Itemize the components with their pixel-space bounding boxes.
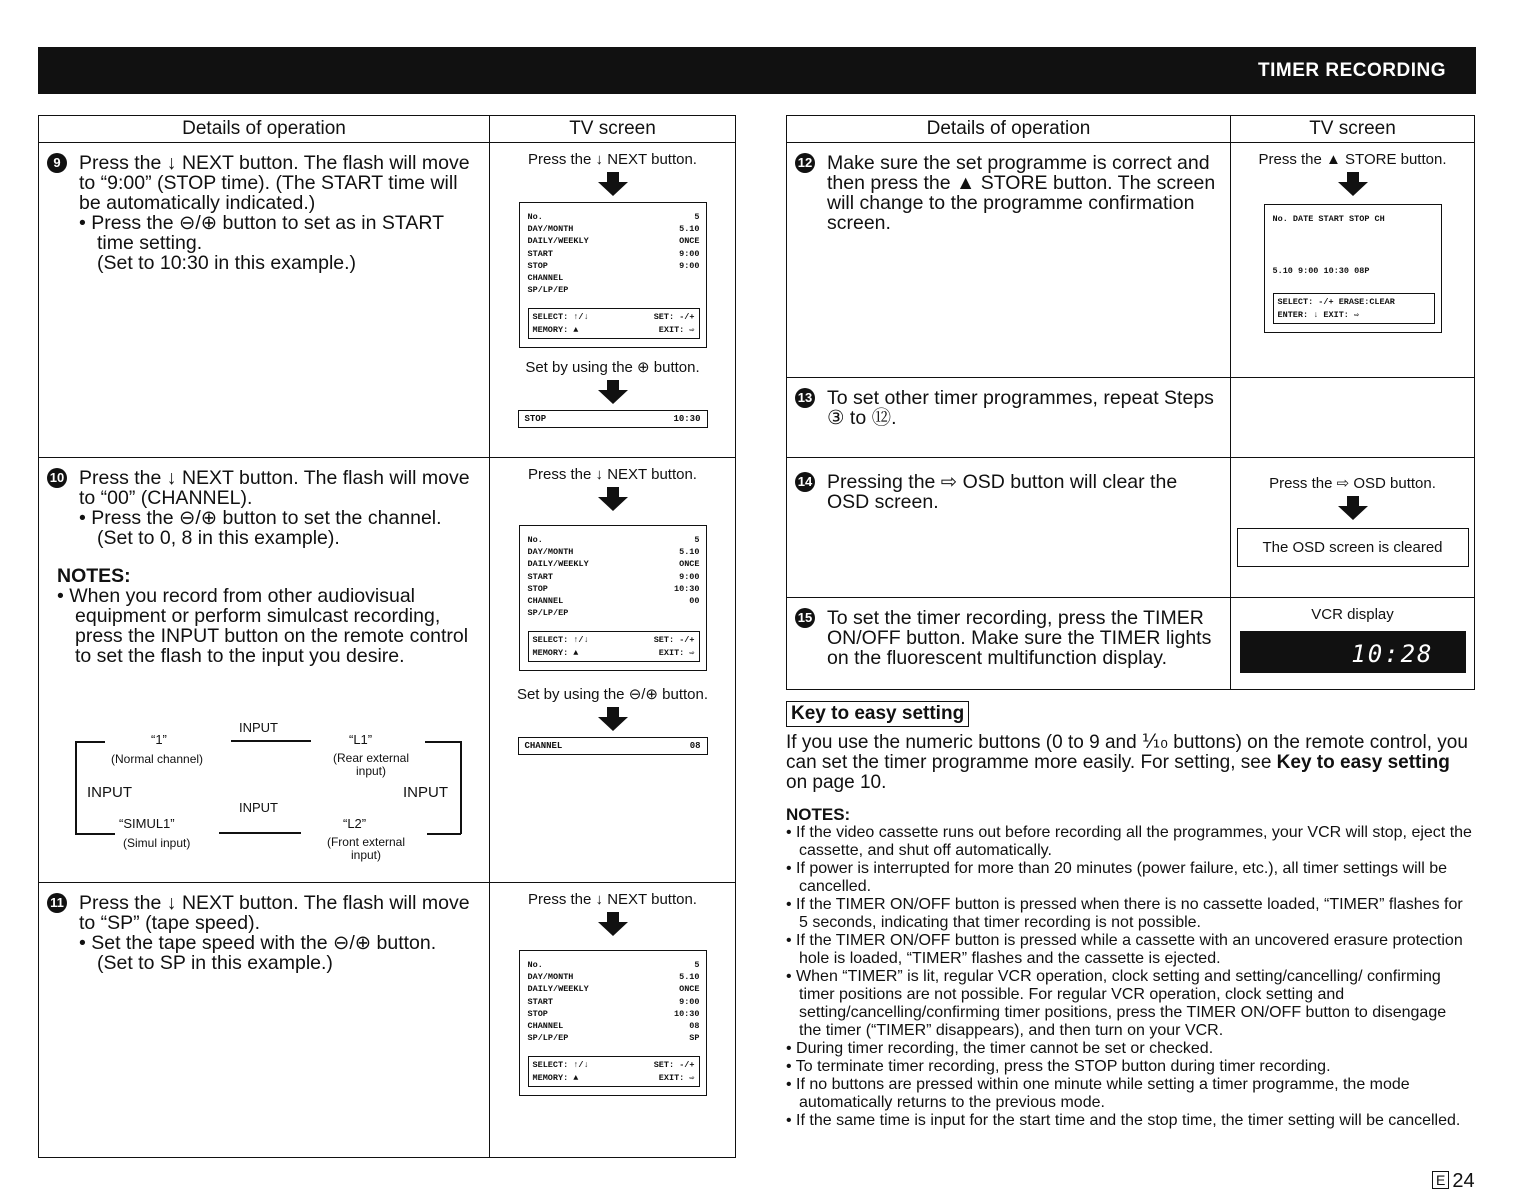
step-10-note: (Set to 0, 8 in this example). <box>97 527 340 549</box>
down-arrow-icon <box>1338 506 1368 520</box>
note-item: • If the video cassette runs out before recording all the programmes, your VCR will stop, eject the cassette, and shut off automatically. <box>786 824 1472 859</box>
step-12-caption: Press the ▲ STORE button. <box>1258 151 1447 168</box>
diagram-simul-sub: (Simul input) <box>123 836 191 850</box>
step-11-note: (Set to SP in this example.) <box>97 952 333 974</box>
step-15-number: 15 <box>795 608 815 628</box>
step-14-number: 14 <box>795 472 815 492</box>
col-header-tv: TV screen <box>1231 116 1475 143</box>
diagram-l2-sub: (Front external input) <box>326 835 406 862</box>
step-11-number: 11 <box>47 893 67 913</box>
col-header-details: Details of operation <box>787 116 1231 143</box>
down-arrow-icon <box>598 182 628 196</box>
note-item: • If the TIMER ON/OFF button is pressed while a cassette with an uncovered erasure protection hole is loaded, “TIMER” flashes and the cassette is ejected. <box>786 932 1463 967</box>
step-11-main: Press the ↓ NEXT button. The flash will move to “SP” (tape speed). <box>79 892 470 934</box>
col-header-details: Details of operation <box>39 116 490 143</box>
vcr-display <box>1240 631 1466 673</box>
note-item: • If power is interrupted for more than 20 minutes (power failure, etc.), all timer settings will be cancelled. <box>786 860 1447 895</box>
down-arrow-icon <box>598 922 628 936</box>
step-10-channel-strip: CHANNEL 08 <box>518 737 708 755</box>
diagram-l1-sub: (Rear external input) <box>332 751 410 778</box>
note-item: • If the TIMER ON/OFF button is pressed when there is no cassette loaded, “TIMER” flashes for 5 seconds, indicating that timer recording is not possible. <box>786 896 1463 931</box>
step-11-caption-1: Press the ↓ NEXT button. <box>528 891 697 908</box>
step-13-main: To set other timer programmes, repeat Steps ③ to ⑫. <box>827 387 1214 429</box>
step-15-caption: VCR display <box>1311 606 1394 623</box>
timer-notes <box>786 806 1472 1130</box>
left-operations-table <box>38 115 736 1158</box>
step-13-details <box>787 378 1230 428</box>
col-header-tv: TV screen <box>490 116 736 143</box>
key-to-easy-setting-text: If you use the numeric buttons (0 to 9 and ⅒ buttons) on the remote control, you can set the timer programme more easily. For setting, see Key to easy setting on page 10. <box>786 732 1468 793</box>
diagram-line <box>427 833 461 835</box>
step-9-details <box>39 143 489 273</box>
step-10-caption-2: Set by using the ⊖/⊕ button. <box>516 685 709 703</box>
diagram-line <box>460 741 462 834</box>
input-cycle-diagram <box>39 716 490 876</box>
diagram-ch1-sub: (Normal channel) <box>111 752 204 766</box>
step-9-tv-screen: No. 5 DAY/MONTH 5.10 DAILY/WEEKLY ONCE START 9:00 STOP 9:00 CHANNEL SP/LP/EP SELECT: ↑/↓ SET: -/+ MEMORY: ▲ EXIT: ⇨ <box>519 202 707 348</box>
step-11-tv-screen: No. 5 DAY/MONTH 5.10 DAILY/WEEKLY ONCE START 9:00 STOP 10:30 CHANNEL 08 SP/LP/EP SP SELECT: ↑/↓ SET: -/+ MEMORY: ▲ EXIT: ⇨ <box>519 950 707 1096</box>
step-15-main: To set the timer recording, press the TIMER ON/OFF button. Make sure the TIMER lights on the fluorescent multifunction display. <box>827 607 1212 669</box>
step-10-notes-heading: NOTES: <box>57 565 131 587</box>
step-10-details <box>39 458 489 666</box>
step-14-main: Pressing the ⇨ OSD button will clear the OSD screen. <box>827 471 1178 513</box>
step-13-number: 13 <box>795 388 815 408</box>
step-10-main: Press the ↓ NEXT button. The flash will move to “00” (CHANNEL). <box>79 467 470 509</box>
step-9-bullet: • Press the ⊖/⊕ button to set as in START time setting. <box>79 212 444 254</box>
diagram-input-left: INPUT <box>87 784 132 801</box>
diagram-line <box>219 832 301 834</box>
step-12-number: 12 <box>795 153 815 173</box>
right-operations-table <box>786 115 1475 690</box>
step-14-details <box>787 458 1230 512</box>
diagram-line <box>231 740 311 742</box>
diagram-simul: “SIMUL1” <box>119 816 175 831</box>
step-12-tv-screen: No. DATE START STOP CH 5.10 9:00 10:30 08P SELECT: -/+ ERASE:CLEAR ENTER: ↓ EXIT: ⇨ <box>1264 204 1442 333</box>
note-item: • If no buttons are pressed within one minute while setting a timer programme, the mode automatically returns to the previous mode. <box>786 1076 1410 1111</box>
notes-heading: NOTES: <box>786 805 851 824</box>
note-item: • If the same time is input for the start time and the stop time, the timer setting will be cancelled. <box>786 1112 1461 1129</box>
step-12-details <box>787 143 1230 233</box>
step-9-main: Press the ↓ NEXT button. The flash will move to “9:00” (STOP time). (The START time will be automatically indicated.) <box>79 152 470 214</box>
step-11-bullet: • Set the tape speed with the ⊖/⊕ button. <box>79 932 437 954</box>
step-9-caption-2: Set by using the ⊕ button. <box>525 358 700 376</box>
diagram-line <box>75 741 105 743</box>
page-section-title: TIMER RECORDING <box>1258 60 1446 81</box>
down-arrow-icon <box>598 717 628 731</box>
step-10-tv-screen: No. 5 DAY/MONTH 5.10 DAILY/WEEKLY ONCE START 9:00 STOP 10:30 CHANNEL 00 SP/LP/EP SELECT: ↑/↓ SET: -/+ MEMORY: ▲ EXIT: ⇨ <box>519 525 707 671</box>
step-9-number: 9 <box>47 153 67 173</box>
osd-cleared-box: The OSD screen is cleared <box>1237 528 1469 567</box>
diagram-l2: “L2” <box>343 816 367 831</box>
diagram-input-bottom: INPUT <box>239 800 278 815</box>
page-language-letter: E <box>1432 1171 1449 1189</box>
note-item: • To terminate timer recording, press the STOP button during timer recording. <box>786 1058 1331 1075</box>
diagram-line <box>75 741 77 834</box>
note-item: • When “TIMER” is lit, regular VCR operation, clock setting and setting/cancelling/ confirming timer positions are not possible. For regular VCR operation, clock setting and setting/cancelling/confirming timer positions, press the TIMER ON/OFF button to disengage the timer (“TIMER” disappears), and then turn on your VCR. <box>786 968 1447 1039</box>
vcr-display-digits: 10:28 <box>1351 640 1434 668</box>
step-10-bullet: • Press the ⊖/⊕ button to set the channel. <box>79 507 442 529</box>
down-arrow-icon <box>598 390 628 404</box>
step-10-number: 10 <box>47 468 67 488</box>
down-arrow-icon <box>598 497 628 511</box>
down-arrow-icon <box>1338 182 1368 196</box>
step-10-notes-bullet: • When you record from other audiovisual equipment or perform simulcast recording, press the INPUT button on the remote control to set the flash to the input you desire. <box>57 585 469 667</box>
diagram-input-right: INPUT <box>403 784 448 801</box>
step-10-caption-1: Press the ↓ NEXT button. <box>528 466 697 483</box>
key-to-easy-setting-heading: Key to easy setting <box>786 701 969 727</box>
step-12-main: Make sure the set programme is correct and then press the ▲ STORE button. The screen will change to the programme confirmation screen. <box>827 152 1216 234</box>
note-item: • During timer recording, the timer cannot be set or checked. <box>786 1040 1214 1057</box>
step-9-caption-1: Press the ↓ NEXT button. <box>528 151 697 168</box>
step-15-details <box>787 598 1230 668</box>
diagram-ch1: “1” <box>151 732 167 747</box>
page-number: E 24 <box>1432 1170 1475 1193</box>
diagram-line <box>425 741 461 743</box>
diagram-line <box>75 833 115 835</box>
diagram-l1: “L1” <box>349 732 373 747</box>
step-9-stop-strip: STOP 10:30 <box>518 410 708 428</box>
diagram-input-label: INPUT <box>239 720 278 735</box>
step-14-caption: Press the ⇨ OSD button. <box>1269 475 1436 492</box>
step-9-note: (Set to 10:30 in this example.) <box>97 252 357 274</box>
header-bar <box>38 47 1476 94</box>
step-11-details <box>39 883 489 973</box>
